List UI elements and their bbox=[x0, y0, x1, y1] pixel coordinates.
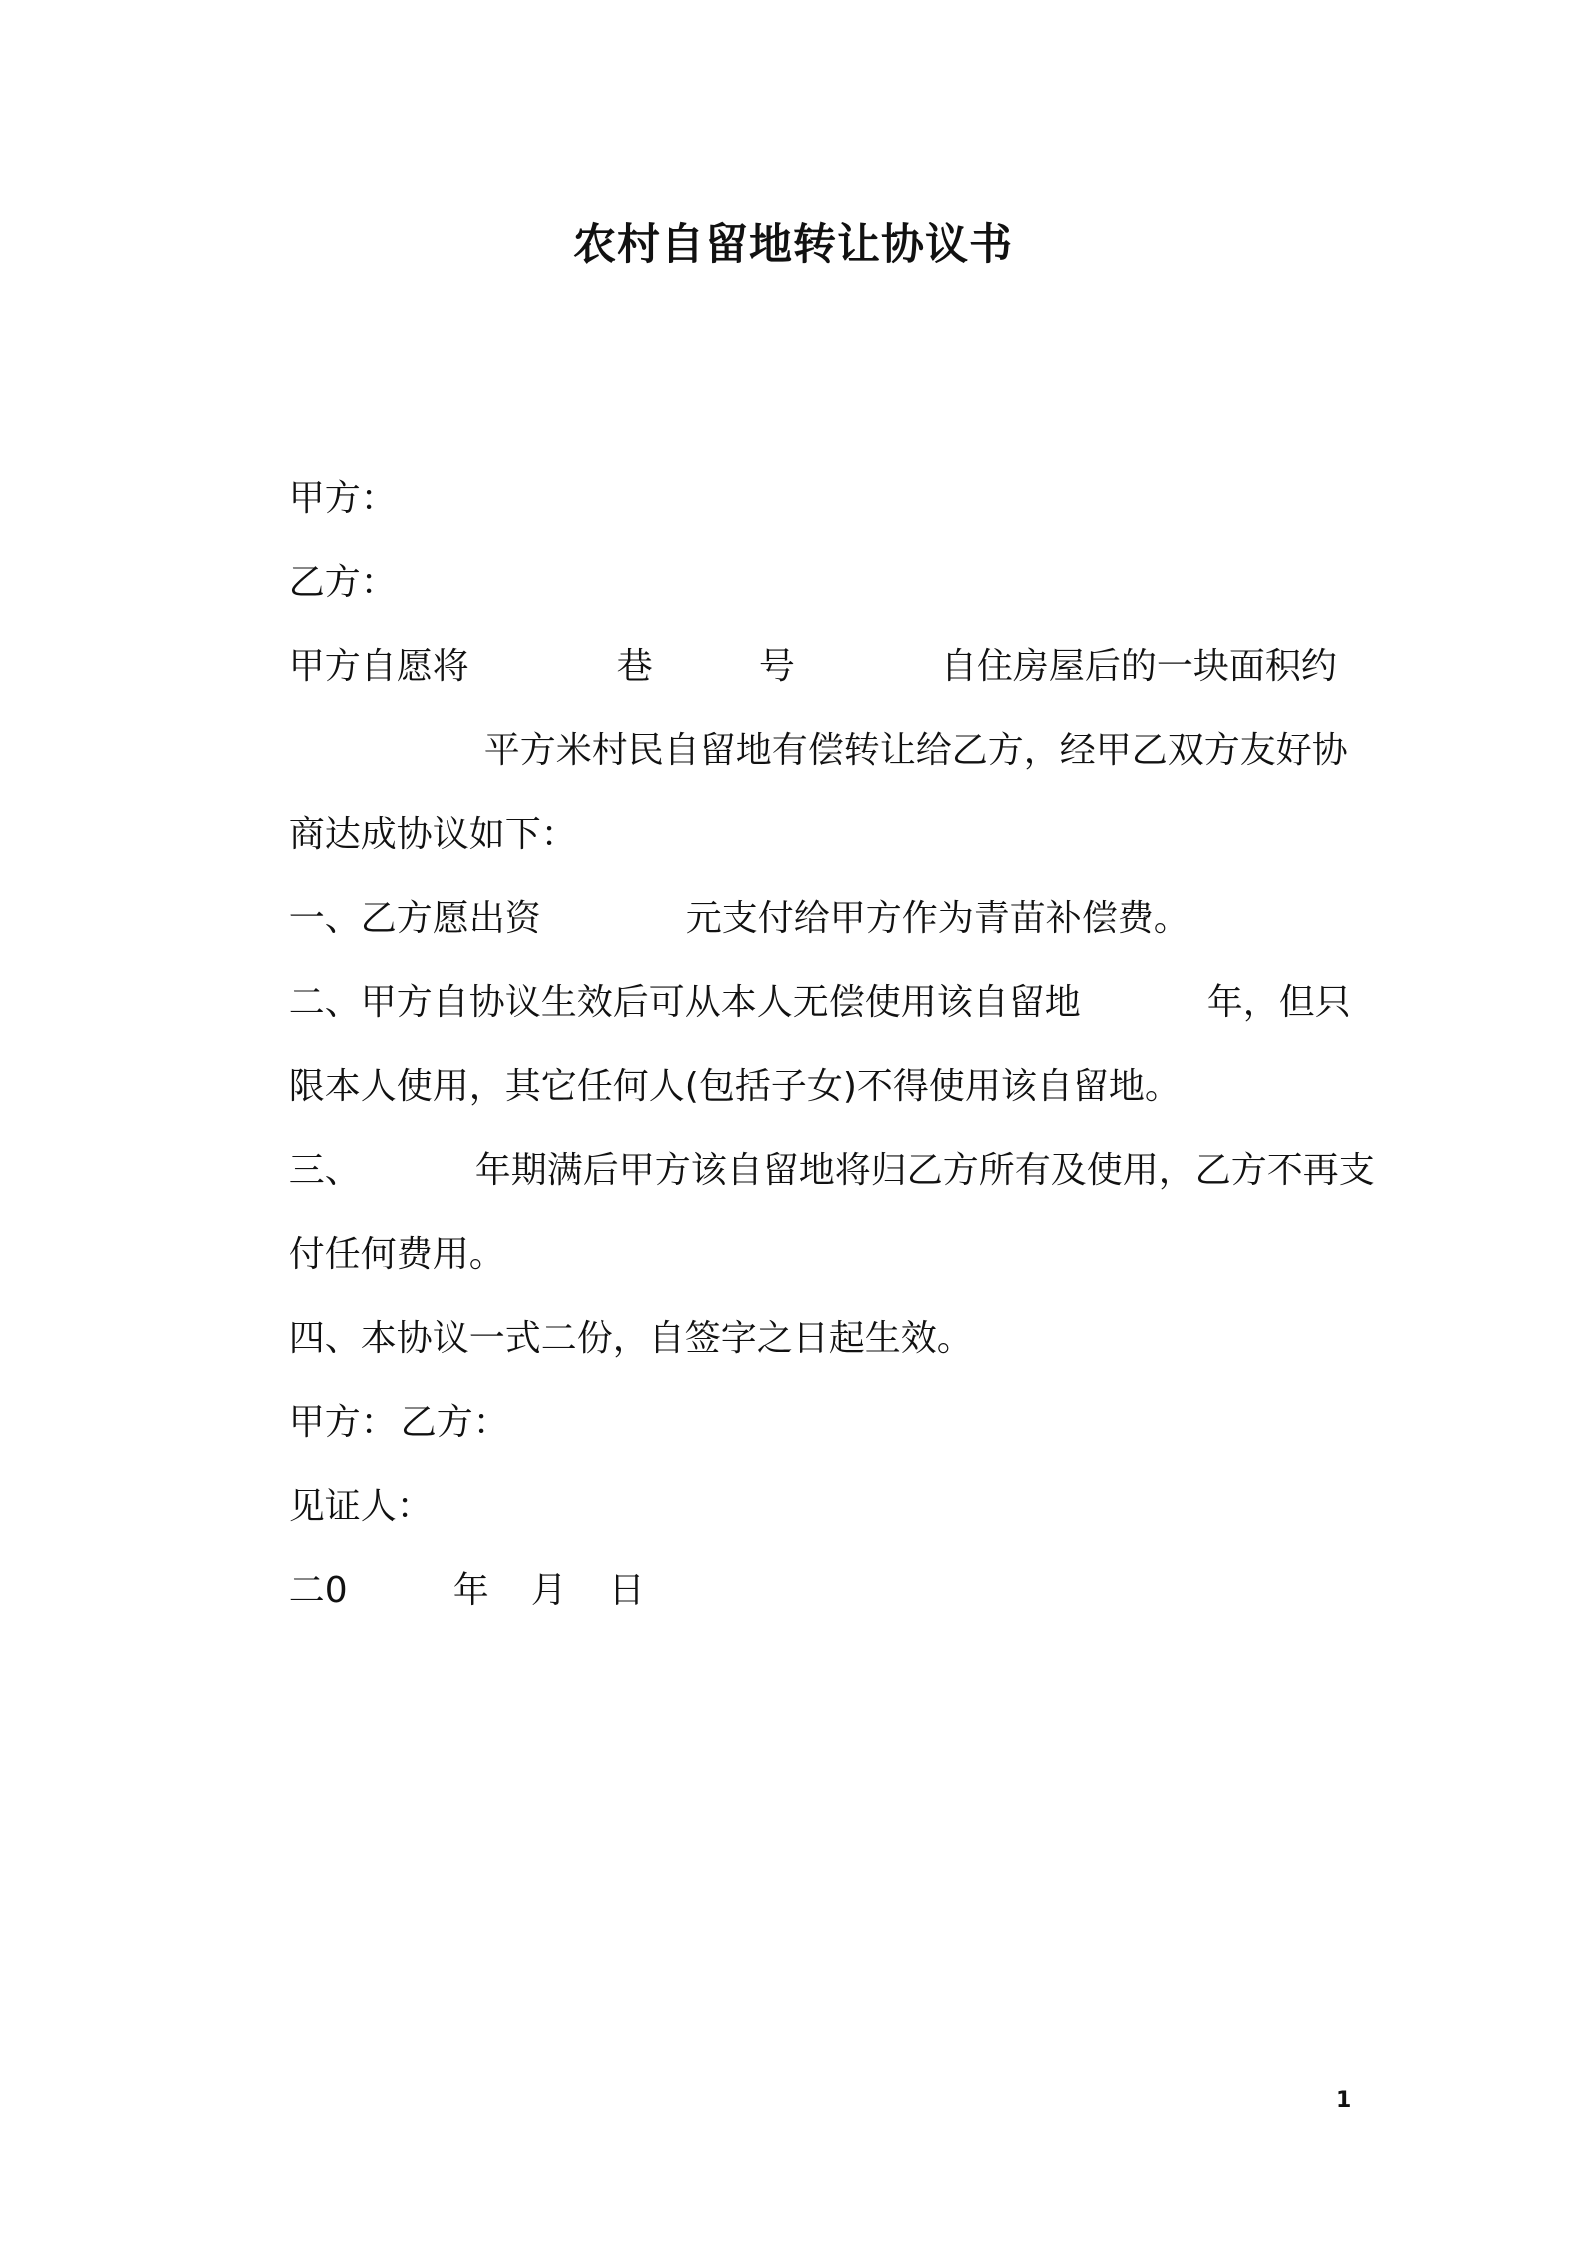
clause3-text-3: 付任何费用。 bbox=[288, 1234, 505, 1275]
clause-2-line-2 bbox=[243, 997, 1181, 1107]
date-year: 年 bbox=[452, 1570, 489, 1611]
page-number: 1 bbox=[1336, 2088, 1352, 2113]
date-prefix: 二0 bbox=[288, 1570, 348, 1611]
para1-text-1: 甲方自愿将 bbox=[288, 646, 469, 687]
paragraph-1-line-2 bbox=[438, 661, 1348, 771]
clause1-text-1: 一、乙方愿出资 bbox=[288, 898, 541, 939]
clause3-text-2: 年期满后甲方该自留地将归乙方所有及使用，乙方不再支 bbox=[474, 1150, 1375, 1191]
party-a-line bbox=[243, 409, 397, 519]
paragraph-1-line-3 bbox=[243, 745, 577, 855]
para1-text-4: 自住房屋后的一块面积约 bbox=[940, 646, 1337, 687]
clause2-text-3: 限本人使用，其它任何人(包括子女)不得使用该自留地。 bbox=[288, 1066, 1181, 1107]
clause-4-line bbox=[243, 1249, 973, 1359]
clause-3-line-1 bbox=[243, 1081, 1375, 1191]
witness-line bbox=[243, 1417, 433, 1527]
clause1-text-2: 元支付给甲方作为青苗补偿费。 bbox=[685, 898, 1190, 939]
clause2-text-2: 年，但只 bbox=[1206, 982, 1351, 1023]
clause2-text-1: 二、甲方自协议生效后可从本人无偿使用该自留地 bbox=[288, 982, 1081, 1023]
party-b-label: 乙方： bbox=[288, 562, 397, 603]
signature-party-b: 乙方： bbox=[400, 1402, 509, 1443]
date-line bbox=[243, 1501, 645, 1611]
witness-label: 见证人： bbox=[288, 1486, 433, 1527]
signature-line bbox=[243, 1333, 509, 1443]
party-b-line bbox=[243, 493, 397, 603]
date-month: 月 bbox=[530, 1570, 567, 1611]
para1-text-6: 商达成协议如下： bbox=[288, 814, 577, 855]
date-day: 日 bbox=[608, 1570, 645, 1611]
signature-party-a: 甲方： bbox=[288, 1402, 397, 1443]
para1-text-3: 号 bbox=[758, 646, 795, 687]
para1-text-5: 平方米村民自留地有偿转让给乙方，经甲乙双方友好协 bbox=[483, 730, 1348, 771]
party-a-label: 甲方： bbox=[288, 478, 397, 519]
paragraph-1-line-1 bbox=[243, 577, 1337, 687]
clause-2-line-1 bbox=[243, 913, 1351, 1023]
clause-1-line bbox=[243, 829, 1190, 939]
para1-text-2: 巷 bbox=[616, 646, 653, 687]
clause4-text: 四、本协议一式二份，自签字之日起生效。 bbox=[288, 1318, 973, 1359]
document-title: 农村自留地转让协议书 bbox=[573, 220, 1013, 270]
clause-3-line-2 bbox=[243, 1165, 505, 1275]
clause3-text-1: 三、 bbox=[288, 1150, 361, 1191]
